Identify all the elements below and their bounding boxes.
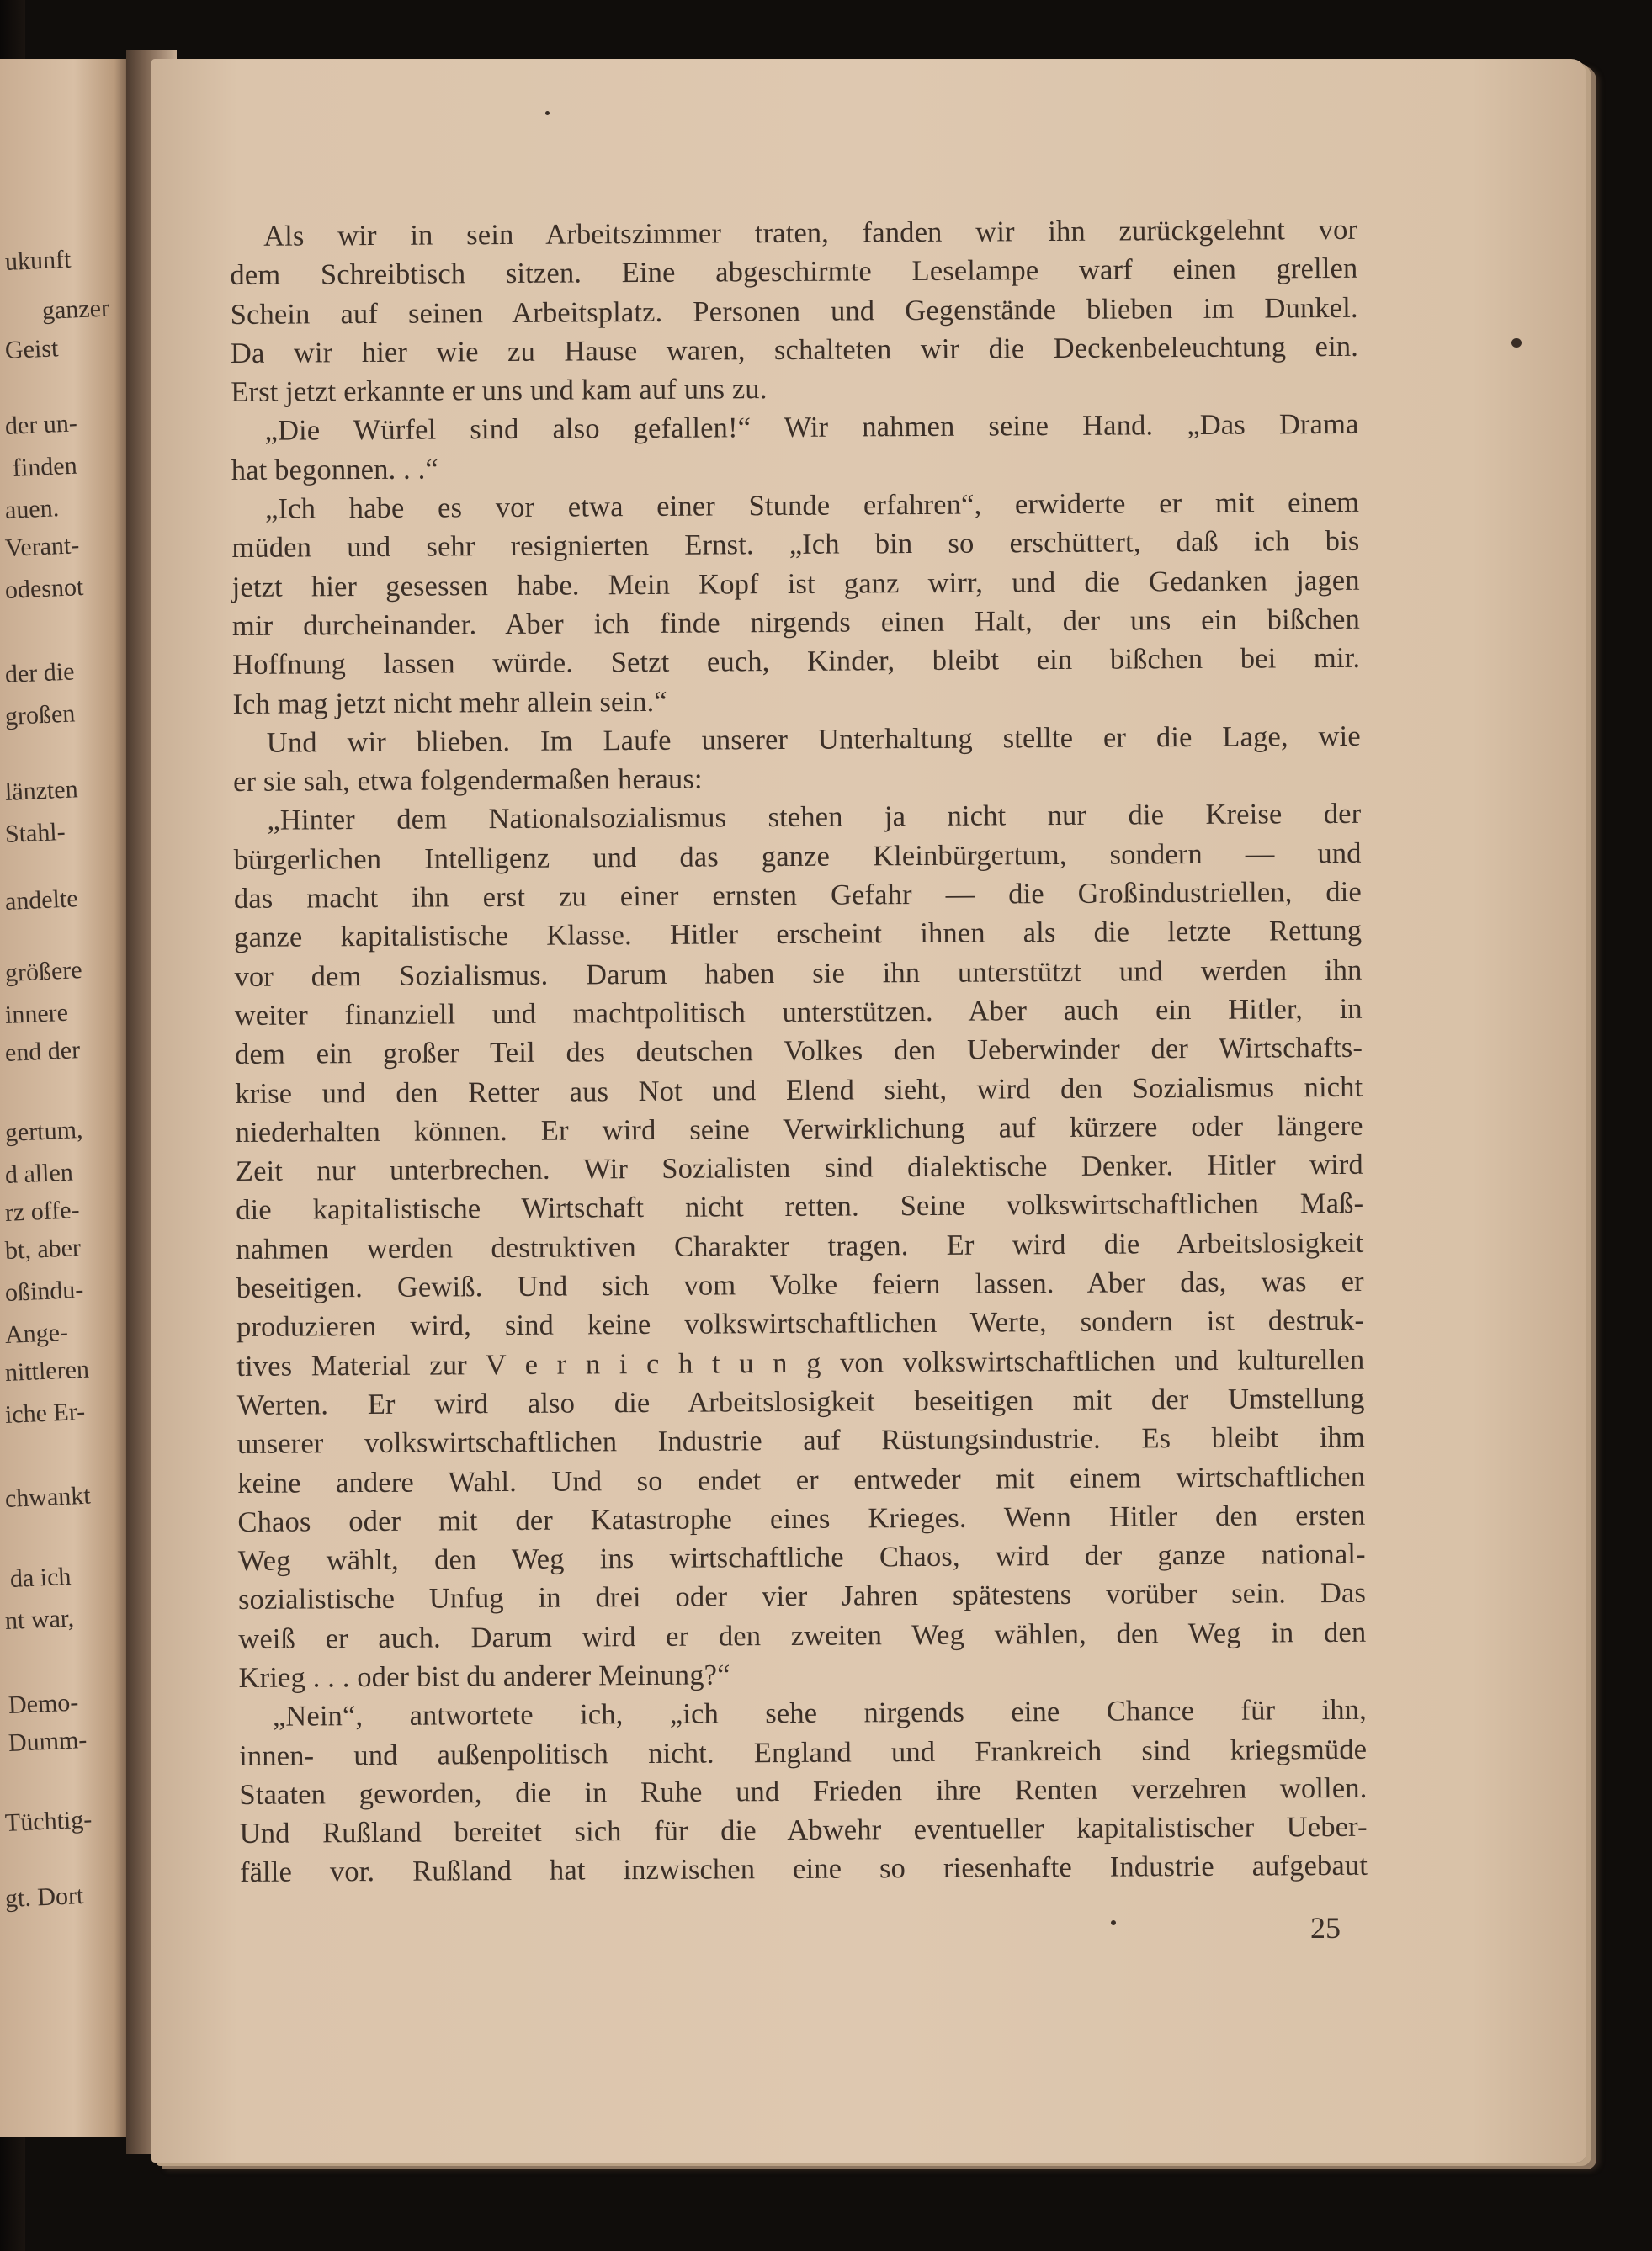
left-page-fragment: großen bbox=[4, 699, 76, 730]
left-page-fragment: chwankt bbox=[4, 1481, 92, 1513]
left-page-fragment: finden bbox=[12, 451, 78, 482]
text-line: „Hinter dem Nationalsozialismus stehen ja nicht nur die Kreise der bbox=[267, 798, 1362, 837]
text-line: Erst jetzt erkannte er uns und kam auf uns zu. bbox=[231, 373, 768, 409]
left-page-fragment: gertum, bbox=[4, 1115, 84, 1147]
paper-speck bbox=[545, 111, 550, 115]
text-line: Und wir blieben. Im Laufe unserer Unterhaltung stellte er die Lage, wie bbox=[266, 719, 1361, 759]
text-line: unserer volkswirtschaftlichen Industrie auf Rüstungsindustrie. Es bleibt ihm bbox=[236, 1420, 1365, 1461]
text-line: Werten. Er wird also die Arbeitslosigkeit beseitigen mit der Umstellung bbox=[236, 1382, 1365, 1421]
text-line: jetzt hier gesessen habe. Mein Kopf ist ganz wirr, und die Gedanken jagen bbox=[231, 564, 1360, 603]
text-line: Schein auf seinen Arbeitsplatz. Personen und Gegenstände blieben im Dunkel. bbox=[230, 291, 1358, 331]
left-page-fragment: nittleren bbox=[4, 1355, 90, 1387]
text-line: beseitigen. Gewiß. Und sich vom Volke feiern lassen. Aber das, was er bbox=[236, 1265, 1364, 1304]
left-page-fragment: Ange- bbox=[4, 1318, 69, 1349]
text-line: dem ein großer Teil des deutschen Volkes den Ueberwinder der Wirtschafts- bbox=[234, 1032, 1363, 1071]
text-line: er sie sah, etwa folgendermaßen heraus: bbox=[232, 762, 703, 799]
text-line: Krieg . . . oder bist du anderer Meinung?“ bbox=[238, 1659, 730, 1694]
text-line: dem Schreibtisch sitzen. Eine abgeschirmte Leselampe warf einen grellen bbox=[230, 252, 1358, 292]
text-line: Hoffnung lassen würde. Setzt euch, Kinder, bleibt ein bißchen bei mir. bbox=[232, 642, 1361, 682]
body-text bbox=[230, 210, 1368, 1893]
left-page-fragment: Stahl- bbox=[4, 817, 66, 848]
left-page-fragment: da ich bbox=[9, 1562, 72, 1593]
left-page-fragment: Demo- bbox=[8, 1688, 79, 1719]
text-line: weiß er auch. Darum wird er den zweiten Weg wählen, den Weg in den bbox=[238, 1616, 1367, 1655]
left-page-fragment: bt, aber bbox=[4, 1234, 82, 1265]
text-line: nahmen werden destruktiven Charakter tragen. Er wird die Arbeitslosigkeit bbox=[236, 1226, 1364, 1266]
text-line: Und Rußland bereitet sich für die Abwehr eventueller kapitalistischer Ueber- bbox=[239, 1810, 1368, 1850]
left-page-fragment: nt war, bbox=[4, 1604, 75, 1635]
left-page-fragment: iche Er- bbox=[4, 1397, 86, 1429]
text-line: Da wir hier wie zu Hause waren, schalteten wir die Deckenbeleuchtung ein. bbox=[230, 330, 1359, 369]
left-page-fragment: der die bbox=[4, 657, 76, 688]
left-page bbox=[0, 59, 135, 2137]
text-line: hat begonnen. . .“ bbox=[231, 453, 438, 486]
text-line: mir durcheinander. Aber ich finde nirgends einen Halt, der uns ein bißchen bbox=[231, 603, 1361, 642]
left-page-fragment: größere bbox=[4, 956, 83, 987]
text-line: sozialistische Unfug in drei oder vier Jahren spätestens vorüber sein. Das bbox=[237, 1577, 1367, 1617]
text-line: müden und sehr resignierten Ernst. „Ich bin so erschüttert, daß ich bis bbox=[231, 525, 1360, 565]
text-line: krise und den Retter aus Not und Elend sieht, wird den Sozialismus nicht bbox=[235, 1070, 1363, 1110]
left-page-fragment: andelte bbox=[4, 884, 79, 916]
text-line: niederhalten können. Er wird seine Verwirklichung auf kürzere oder längere bbox=[235, 1109, 1363, 1149]
text-line: das macht ihn erst zu einer ernsten Gefahr — die Großindustriellen, die bbox=[233, 875, 1363, 916]
paper-speck bbox=[1511, 338, 1522, 348]
text-line: weiter finanziell und machtpolitisch unterstützen. Aber auch ein Hitler, in bbox=[234, 992, 1363, 1032]
left-page-fragment: end der bbox=[4, 1036, 81, 1067]
left-page-fragment: oßindu- bbox=[4, 1275, 84, 1307]
text-line: produzieren wird, sind keine volkswirtschaftlichen Werte, sondern ist destruk- bbox=[236, 1304, 1365, 1344]
text-line: Zeit nur unterbrechen. Wir Sozialisten sind dialektische Denker. Hitler wird bbox=[235, 1148, 1364, 1188]
text-line: „Ich habe es vor etwa einer Stunde erfahren“, erwiderte er mit einem bbox=[265, 486, 1360, 525]
left-page-fragment: rz offe- bbox=[4, 1196, 81, 1227]
text-line: „Nein“, antwortete ich, „ich sehe nirgends eine Chance für ihn, bbox=[272, 1694, 1367, 1733]
text-line: vor dem Sozialismus. Darum haben sie ihn unterstützt und werden ihn bbox=[234, 953, 1363, 993]
text-line: bürgerlichen Intelligenz und das ganze Kleinbürgertum, sondern — und bbox=[233, 836, 1362, 876]
text-line: ganze kapitalistische Klasse. Hitler erscheint ihnen als die letzte Rettung bbox=[234, 915, 1363, 954]
left-page-fragment: Verant- bbox=[4, 531, 80, 562]
left-page-fragment: Geist bbox=[4, 334, 59, 364]
text-line: „Die Würfel sind also gefallen!“ Wir nahmen seine Hand. „Das Drama bbox=[264, 408, 1359, 448]
text-line: keine andere Wahl. Und so endet er entweder mit einem wirtschaftlichen bbox=[237, 1460, 1366, 1500]
left-page-fragment: innere bbox=[4, 998, 69, 1029]
left-page-fragment: Dumm- bbox=[8, 1725, 88, 1757]
text-line: Weg wählt, den Weg ins wirtschaftliche Chaos, wird der ganze national- bbox=[237, 1537, 1366, 1578]
left-page-fragment: auen. bbox=[4, 494, 60, 524]
text-line: fälle vor. Rußland hat inzwischen eine so riesenhafte Industrie aufgebaut bbox=[239, 1850, 1368, 1889]
left-page-fragment: d allen bbox=[4, 1158, 74, 1189]
paper-speck bbox=[1111, 1920, 1116, 1925]
left-page-fragment: Tüchtig- bbox=[4, 1805, 93, 1837]
text-line: innen- und außenpolitisch nicht. England und Frankreich sind kriegsmüde bbox=[239, 1733, 1368, 1772]
text-line: Chaos oder mit der Katastrophe eines Krieges. Wenn Hitler den ersten bbox=[237, 1499, 1366, 1538]
left-page-fragment: ganzer bbox=[41, 294, 110, 325]
page-number: 25 bbox=[1310, 1911, 1341, 1945]
text-line: Als wir in sein Arbeitszimmer traten, fanden wir ihn zurückgelehnt vor bbox=[263, 213, 1358, 252]
left-page-fragment: länzten bbox=[4, 775, 79, 806]
left-page-fragment: der un- bbox=[4, 409, 78, 440]
text-line: Staaten geworden, die in Ruhe und Frieden ihre Renten verzehren wollen. bbox=[239, 1771, 1368, 1811]
left-page-fragment: odesnot bbox=[4, 572, 84, 604]
text-line: die kapitalistische Wirtschaft nicht retten. Seine volkswirtschaftlichen Maß- bbox=[236, 1187, 1364, 1227]
left-page-fragment: ukunft bbox=[4, 245, 72, 276]
left-page-fragment: gt. Dort bbox=[4, 1881, 84, 1913]
text-line: Ich mag jetzt nicht mehr allein sein.“ bbox=[232, 685, 667, 720]
text-line: tives Material zur V e r n i c h t u n g von volkswirtschaftlichen und kulturellen bbox=[236, 1343, 1365, 1383]
